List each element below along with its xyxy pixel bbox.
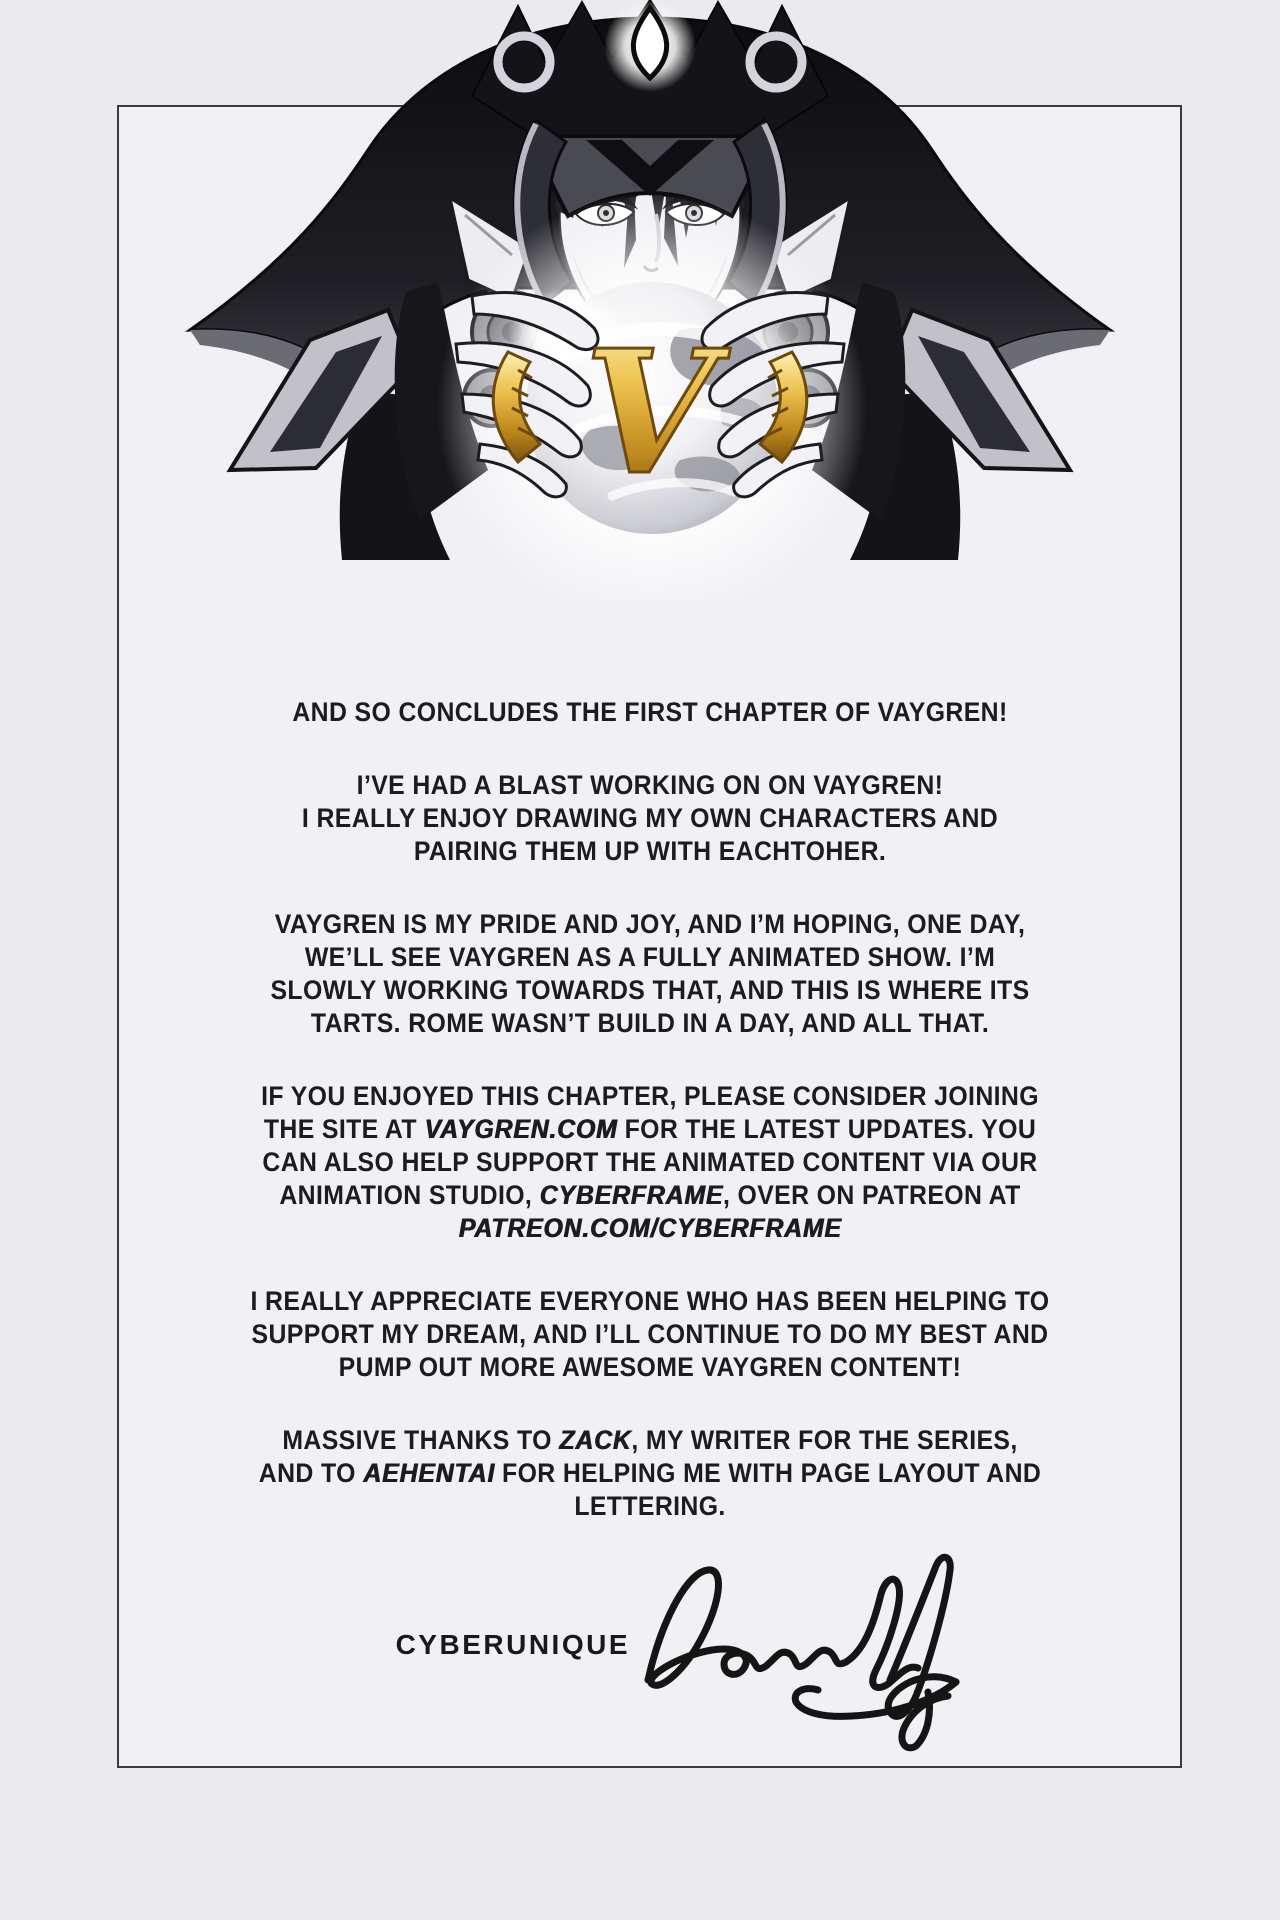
letter-line — [172, 908, 1129, 941]
letter-line — [172, 1007, 1129, 1040]
sorceress-illustration — [120, 0, 1180, 600]
letter-text: SUPPORT MY DREAM, AND I’LL CONTINUE TO DO MY BEST AND — [251, 1319, 1049, 1349]
emphasized-text: CYBERFRAME — [539, 1180, 723, 1210]
letter-text: I REALLY ENJOY DRAWING MY OWN CHARACTERS AND — [301, 803, 999, 833]
letter-text: VAYGREN IS MY PRIDE AND JOY, AND I’M HOPING, ONE DAY, — [274, 909, 1026, 939]
letter-line — [172, 1490, 1129, 1523]
letter-text: I’VE HAD A BLAST WORKING ON ON VAYGREN! — [356, 770, 944, 800]
letter-text: I REALLY APPRECIATE EVERYONE WHO HAS BEEN HELPING TO — [250, 1286, 1050, 1316]
emphasized-text: AEHENTAI — [363, 1458, 495, 1488]
letter-paragraph — [172, 769, 1129, 868]
letter-text: AND TO — [258, 1458, 364, 1488]
letter-paragraph — [172, 1080, 1129, 1245]
letter-text: , OVER ON PATREON AT — [722, 1180, 1021, 1210]
letter-text: TARTS. ROME WASN’T BUILD IN A DAY, AND ALL THAT. — [310, 1008, 990, 1038]
letter-line — [172, 1113, 1129, 1146]
letter-text: THE SITE AT — [263, 1114, 425, 1144]
emphasized-text: ZACK — [559, 1425, 632, 1455]
letter-line — [172, 1146, 1129, 1179]
letter-text: SLOWLY WORKING TOWARDS THAT, AND THIS IS WHERE ITS — [270, 975, 1030, 1005]
letter-text: FOR THE LATEST UPDATES. YOU — [617, 1114, 1037, 1144]
artist-signature — [632, 1552, 962, 1757]
letter-line — [172, 1318, 1129, 1351]
letter-line — [172, 974, 1129, 1007]
letter-line — [172, 1457, 1129, 1490]
letter-line — [172, 1212, 1129, 1245]
letter-text: AND SO CONCLUDES THE FIRST CHAPTER OF VAYGREN! — [292, 697, 1008, 727]
letter-paragraph — [172, 1424, 1129, 1523]
letter-text: FOR HELPING ME WITH PAGE LAYOUT AND — [494, 1458, 1042, 1488]
letter-line — [172, 1179, 1129, 1212]
letter-text: IF YOU ENJOYED THIS CHAPTER, PLEASE CONSIDER JOINING — [261, 1081, 1039, 1111]
letter-line — [172, 1424, 1129, 1457]
letter-text: WE’LL SEE VAYGREN AS A FULLY ANIMATED SHOW. I’M — [304, 942, 996, 972]
letter-paragraph — [172, 1285, 1129, 1384]
letter-paragraph — [172, 908, 1129, 1040]
letter-line — [172, 1351, 1129, 1384]
letter-text: LETTERING. — [574, 1491, 726, 1521]
letter-line — [172, 941, 1129, 974]
letter-text: PUMP OUT MORE AWESOME VAYGREN CONTENT! — [338, 1352, 962, 1382]
emphasized-text: VAYGREN.COM — [424, 1114, 618, 1144]
letter-line — [172, 696, 1129, 729]
letter-line — [172, 835, 1129, 868]
letter-text: ANIMATION STUDIO, — [279, 1180, 540, 1210]
emphasized-text: PATREON.COM/CYBERFRAME — [458, 1213, 842, 1243]
letter-line — [172, 1080, 1129, 1113]
letter-line — [172, 802, 1129, 835]
letter-text: CAN ALSO HELP SUPPORT THE ANIMATED CONTENT VIA OUR — [262, 1147, 1038, 1177]
letter-line — [172, 769, 1129, 802]
letter-text: MASSIVE THANKS TO — [282, 1425, 560, 1455]
letter-text: PAIRING THEM UP WITH EACHTOHER. — [413, 836, 887, 866]
afterword-letter — [172, 696, 1129, 1563]
letter-line — [172, 1285, 1129, 1318]
v-logo-letter: V — [584, 313, 716, 513]
letter-text: , MY WRITER FOR THE SERIES, — [631, 1425, 1018, 1455]
artist-printed-name: CYBERUNIQUE — [395, 1629, 630, 1660]
letter-paragraph — [172, 696, 1129, 729]
